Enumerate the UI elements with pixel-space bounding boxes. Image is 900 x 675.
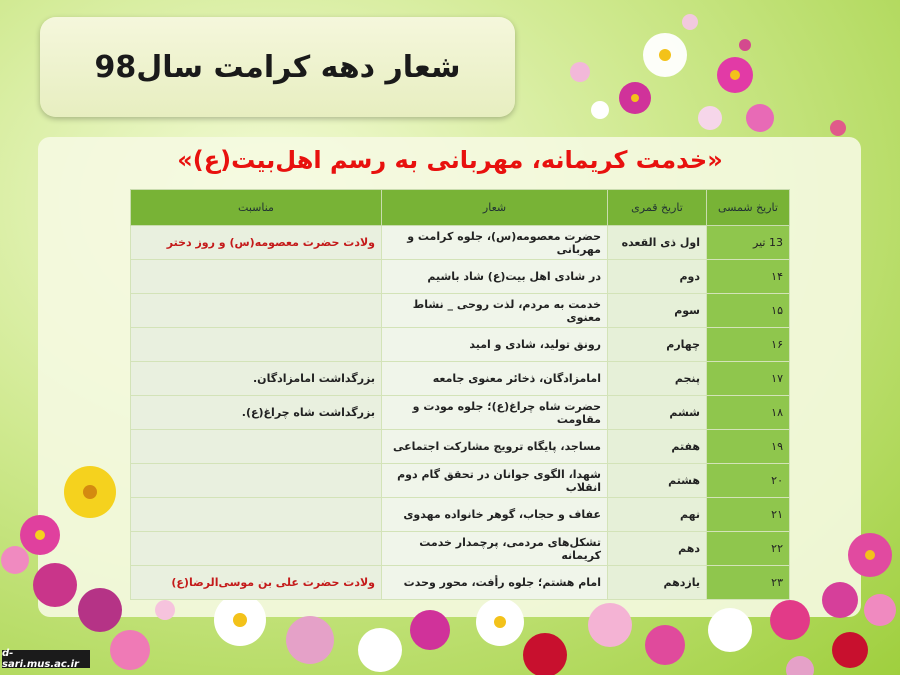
table-row — [131, 532, 790, 566]
table-row — [131, 430, 790, 464]
cell-qamari: دهم — [608, 532, 707, 566]
cell-shoar: حضرت شاه چراغ(ع)؛ جلوه مودت و مقاومت — [382, 396, 608, 430]
table-row — [131, 328, 790, 362]
cell-monasebat — [131, 260, 382, 294]
header-shoar: شعار — [382, 190, 608, 226]
table-row — [131, 362, 790, 396]
table-row — [131, 260, 790, 294]
cell-shoar: امامزادگان، ذخائر معنوی جامعه — [382, 362, 608, 396]
table-row — [131, 294, 790, 328]
cell-shamsi: ۲۰ — [707, 464, 790, 498]
cell-monasebat — [131, 464, 382, 498]
cell-shoar: شهدا، الگوی جوانان در تحقق گام دوم انقلاب — [382, 464, 608, 498]
cell-shamsi: ۲۳ — [707, 566, 790, 600]
cell-qamari: دوم — [608, 260, 707, 294]
cell-monasebat — [131, 498, 382, 532]
page-title: شعار دهه کرامت سال98 — [94, 49, 461, 85]
cell-shamsi: ۲۱ — [707, 498, 790, 532]
table-row — [131, 226, 790, 260]
table-header-row — [131, 190, 790, 226]
cell-qamari: یازدهم — [608, 566, 707, 600]
cell-shoar: مساجد، پایگاه ترویج مشارکت اجتماعی — [382, 430, 608, 464]
cell-qamari: چهارم — [608, 328, 707, 362]
cell-monasebat — [131, 430, 382, 464]
cell-qamari: نهم — [608, 498, 707, 532]
header-monasebat: مناسبت — [131, 190, 382, 226]
site-logo[interactable]: d-sari.mus.ac.ir — [2, 650, 90, 668]
cell-monasebat: ولادت حضرت معصومه(س) و روز دختر — [131, 226, 382, 260]
cell-monasebat — [131, 328, 382, 362]
cell-qamari: اول ذی القعده — [608, 226, 707, 260]
header-qamari: تاریخ قمری — [608, 190, 707, 226]
cell-shamsi: ۱۸ — [707, 396, 790, 430]
table-row — [131, 566, 790, 600]
cell-qamari: هفتم — [608, 430, 707, 464]
title-box — [40, 17, 515, 117]
cell-qamari: سوم — [608, 294, 707, 328]
cell-shamsi: ۱۴ — [707, 260, 790, 294]
table-row — [131, 464, 790, 498]
cell-monasebat: ولادت حضرت علی بن موسی‌الرضا(ع) — [131, 566, 382, 600]
cell-shamsi: ۱۷ — [707, 362, 790, 396]
cell-monasebat: بزرگداشت شاه چراغ(ع). — [131, 396, 382, 430]
cell-shoar: امام هشتم؛ جلوه رأفت، محور وحدت — [382, 566, 608, 600]
cell-shoar: رونق تولید، شادی و امید — [382, 328, 608, 362]
cell-shoar: در شادی اهل بیت(ع) شاد باشیم — [382, 260, 608, 294]
cell-shamsi: ۱۹ — [707, 430, 790, 464]
slogans-table — [130, 189, 790, 600]
cell-shoar: تشکل‌های مردمی، پرچمدار خدمت کریمانه — [382, 532, 608, 566]
header-shamsi: تاریخ شمسی — [707, 190, 790, 226]
table-row — [131, 396, 790, 430]
cell-monasebat — [131, 532, 382, 566]
cell-shamsi: ۱۵ — [707, 294, 790, 328]
cell-shoar: عفاف و حجاب، گوهر خانواده مهدوی — [382, 498, 608, 532]
cell-monasebat: بزرگداشت امامزادگان. — [131, 362, 382, 396]
subtitle: «خدمت کریمانه، مهربانی به رسم اهل‌بیت(ع)» — [177, 146, 723, 174]
cell-qamari: پنجم — [608, 362, 707, 396]
cell-shamsi: ۲۲ — [707, 532, 790, 566]
cell-shoar: خدمت به مردم، لذت روحی _ نشاط معنوی — [382, 294, 608, 328]
cell-qamari: هشتم — [608, 464, 707, 498]
cell-shoar: حضرت معصومه(س)، جلوه کرامت و مهربانی — [382, 226, 608, 260]
table-row — [131, 498, 790, 532]
cell-monasebat — [131, 294, 382, 328]
cell-shamsi: 13 تیر — [707, 226, 790, 260]
cell-qamari: ششم — [608, 396, 707, 430]
cell-shamsi: ۱۶ — [707, 328, 790, 362]
